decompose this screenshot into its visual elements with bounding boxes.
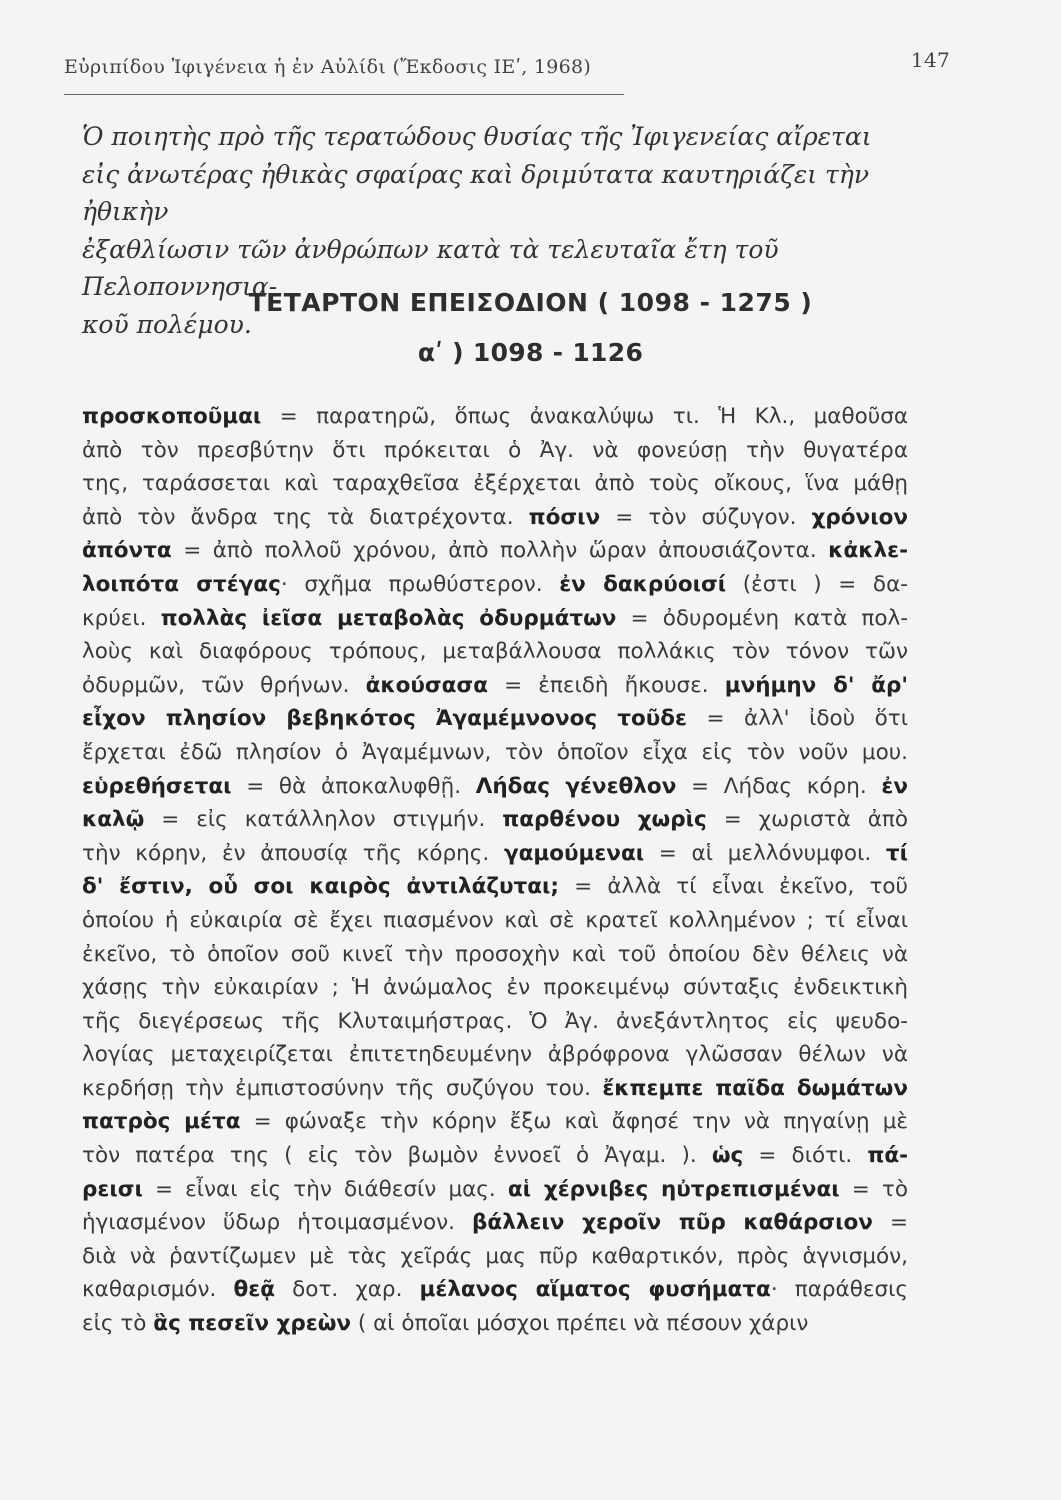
lemma-term: ἔκπεμπε παῖδα δωμάτων [602,1075,908,1101]
lemma-term: παρθένου χωρὶς [502,807,707,833]
gloss-text: = ὀδυρομένη κατὰ πολ- [616,605,908,631]
intro-line: ἐξαθλίωσιν τῶν ἀνθρώπων κατὰ τὰ τελευταῖα ἔτη τοῦ Πελοποννησια- [82,234,779,301]
lemma-term: κἀκλε- [828,538,908,564]
commentary-line [82,1005,908,1039]
gloss-text: της, ταράσσεται καὶ ταραχθεῖσα ἐξέρχεται ἀπὸ τοὺς οἴκους, ἵνα μάθῃ [82,471,908,497]
lemma-term: ἀκούσασα [365,672,488,698]
intro-line: Ὁ ποιητὴς πρὸ τῆς τερατώδους θυσίας τῆς Ἰφιγενείας αἴρεται [82,122,872,151]
gloss-text: τῆς διεγέρσεως τῆς Κλυταιμήστρας. Ὁ Ἀγ. ἀνεξάντλητος εἰς ψευδο- [82,1008,908,1034]
intro-line: κοῦ πολέμου. [82,309,252,339]
commentary-line [82,635,908,669]
gloss-text: λοὺς καὶ διαφόρους τρόπους, μεταβάλλουσα πολλάκις τὸν τόνον τῶν [82,639,908,665]
gloss-text: κρύει. [82,605,161,631]
commentary-line [82,669,908,703]
commentary-line [82,467,908,501]
lemma-term: ρεισι [82,1176,143,1202]
lemma-term: προσκοποῦμαι [82,404,262,429]
gloss-text: = ἀπὸ πολλοῦ χρόνου, ἀπὸ πολλὴν ὥραν ἀπουσιάζοντα. [171,538,829,564]
running-head-title: Εὐριπίδου Ἰφιγένεια ἡ ἐν Αὐλίδι (Ἔκδοσις ΙΕʹ, 1968) [64,56,592,78]
gloss-text: χάσῃς τὴν εὐκαιρίαν ; Ἡ ἀνώμαλος ἐν προκειμένῳ σύνταξις ἐνδεικτικὴ [82,975,908,1001]
lemma-term: χρόνιον [811,504,908,530]
lemma-term: καλῷ [82,807,145,833]
gloss-text: = θὰ ἀποκαλυφθῇ. [231,773,476,799]
gloss-text: = διότι. [743,1143,868,1169]
gloss-text: ἡγιασμένον ὕδωρ ἡτοιμασμένον. [82,1210,473,1236]
gloss-text: εἰς τὸ [82,1311,154,1337]
gloss-text: κερδήσῃ τὴν ἐμπιστοσύνην τῆς συζύγου του. [82,1075,603,1101]
gloss-text: = Λήδας κόρη. [676,773,882,799]
lemma-term: πατρὸς μέτα [82,1109,241,1135]
lemma-term: τί [885,840,908,866]
gloss-text: = τὸν σύζυγον. [600,504,812,530]
page-number: 147 [910,48,950,72]
lemma-term: πόσιν [528,504,601,530]
lemma-term: ὡς [711,1143,744,1169]
gloss-text: = εἰς κατάλληλον στιγμήν. [144,807,503,833]
gloss-text: = [872,1210,908,1236]
commentary-text [82,400,908,1341]
commentary-line [82,736,908,770]
gloss-text: λογίας μεταχειρίζεται ἐπιτετηδευμένην ἀβρόφρονα γλῶσσαν θέλων νὰ [82,1042,908,1068]
lemma-term: μνήμην δ' ἄρ' [724,672,908,698]
lemma-term: γαμούμεναι [503,840,645,866]
lemma-term: θεᾷ [233,1277,276,1303]
commentary-line [82,602,908,636]
gloss-text: τὸν πατέρα της ( εἰς τὸν βωμὸν ἐννοεῖ ὁ Ἀγαμ. ). [82,1143,712,1169]
running-head [64,46,950,86]
gloss-text: ὁποίου ἡ εὐκαιρία σὲ ἔχει πιασμένον καὶ σὲ κρατεῖ κολλημένον ; τί εἶναι [82,907,908,933]
lemma-term: πά- [867,1143,908,1169]
lemma-term: πολλὰς ἰεῖσα μεταβολὰς ὀδυρμάτων [160,605,617,631]
lemma-term: εἶχον πλησίον βεβηκότος Ἀγαμέμνονος τοῦδε [82,706,688,732]
commentary-line [82,400,908,434]
gloss-text: διὰ νὰ ῥαντίζωμεν μὲ τὰς χεῖράς μας πῦρ καθαρτικόν, πρὸς ἁγνισμόν, [82,1243,908,1269]
gloss-text: · παράθεσις [770,1277,908,1303]
gloss-text: δοτ. χαρ. [275,1277,420,1303]
commentary-line [82,568,908,602]
lemma-term: ἀπόντα [82,538,172,564]
commentary-line [82,971,908,1005]
gloss-text: ( αἱ ὁποῖαι μόσχοι πρέπει νὰ πέσουν χάριν [351,1311,809,1337]
commentary-line [82,534,908,568]
gloss-text: ἀπὸ τὸν πρεσβύτην ὅτι πρόκειται ὁ Ἀγ. νὰ φονεύσῃ τὴν θυγατέρα [82,437,908,463]
lemma-term: μέλανος αἵματος φυσήματα [419,1277,771,1303]
lemma-term: Λήδας γένεθλον [475,773,677,799]
lemma-term: εὑρεθήσεται [82,773,232,799]
lemma-term: ἐν [881,773,908,799]
gloss-text: · σχῆμα πρωθύστερον. [280,571,560,597]
commentary-line [82,938,908,972]
gloss-text: = ἀλλ' ἰδοὺ ὅτι [687,706,908,732]
intro-line: εἰς ἀνωτέρας ἠθικὰς σφαίρας καὶ δριμύτατα καυτηριάζει τὴν ἠθικὴν [82,159,870,226]
commentary-line [82,1307,908,1341]
header-rule [64,94,624,95]
gloss-text: τὴν κόρην, ἐν ἀπουσίᾳ τῆς κόρης. [82,840,504,866]
gloss-text: = ἐπειδὴ ἤκουσε. [487,672,725,698]
commentary-line [82,1240,908,1274]
commentary-line [82,1273,908,1307]
commentary-line [82,434,908,468]
lemma-term: λοιπότα στέγας [82,571,281,597]
gloss-text: ἀπὸ τὸν ἄνδρα της τὰ διατρέχοντα. [82,504,529,530]
lemma-term: ἃς πεσεῖν χρεὼν [153,1311,352,1337]
gloss-text: (ἐστι ) = δα- [726,571,908,597]
lemma-term: βάλλειν χεροῖν πῦρ καθάρσιον [472,1210,873,1236]
gloss-text: = παρατηρῶ, ὅπως ἀνακαλύψω τι. Ἡ Κλ., μαθοῦσα [261,404,908,429]
commentary-line [82,770,908,804]
lemma-term: ἐν δακρύοισί [559,571,727,597]
commentary-line [82,501,908,535]
gloss-text: ἐκεῖνο, τὸ ὁποῖον σοῦ κινεῖ τὴν προσοχὴν καὶ τοῦ ὁποίου δὲν θέλεις νὰ [82,941,908,967]
commentary-line [82,702,908,736]
commentary-line [82,1173,908,1207]
commentary-line [82,1105,908,1139]
lemma-term: δ' ἔστιν, οὗ σοι καιρὸς ἀντιλάζυται; [82,874,560,900]
commentary-line [82,904,908,938]
lemma-term: αἱ χέρνιβες ηὐτρεπισμέναι [507,1176,840,1202]
gloss-text: = ἀλλὰ τί εἶναι ἐκεῖνο, τοῦ [559,874,908,900]
gloss-text: ἔρχεται ἐδῶ πλησίον ὁ Ἀγαμέμνων, τὸν ὁποῖον εἶχα εἰς τὸν νοῦν μου. [82,739,908,765]
commentary-line [82,837,908,871]
commentary-line [82,1072,908,1106]
gloss-text: = χωριστὰ ἀπὸ [706,807,908,833]
commentary-line [82,1139,908,1173]
section-heading: αʹ ) 1098 - 1126 [417,338,644,367]
gloss-text: ὀδυρμῶν, τῶν θρήνων. [82,672,366,698]
commentary-line [82,1206,908,1240]
gloss-text: = φώναξε τὴν κόρην ἔξω καὶ ἄφησέ την νὰ πηγαίνῃ μὲ [240,1109,908,1135]
commentary-line [82,803,908,837]
gloss-text: καθαρισμόν. [82,1277,234,1303]
episode-heading: ΤΕΤΑΡΤΟΝ ΕΠΕΙΣΟΔΙΟΝ ( 1098 - 1275 ) [248,288,813,317]
gloss-text: = τὸ [839,1176,908,1202]
gloss-text: = εἶναι εἰς τὴν διάθεσίν μας. [142,1176,508,1202]
gloss-text: = αἱ μελλόνυμφοι. [644,840,886,866]
commentary-line [82,1038,908,1072]
commentary-line [82,870,908,904]
